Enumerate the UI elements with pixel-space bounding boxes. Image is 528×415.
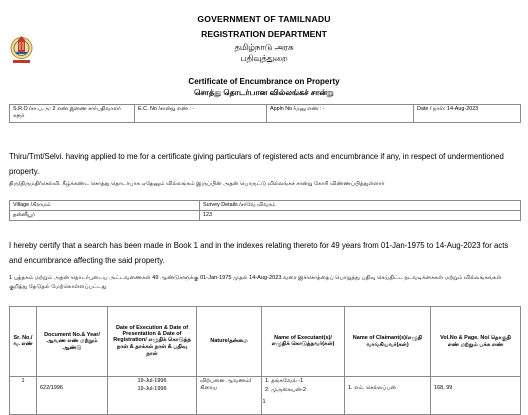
page-number: 1 — [262, 399, 266, 405]
tamil-nadu-emblem-icon — [10, 33, 33, 66]
row-document-no: 622/1996 — [37, 377, 108, 415]
ec-no-cell: E.C. No /சான்று எண் : - — [135, 105, 267, 123]
certification-paragraph-tamil: 1 புத்தகம் மற்றும் அதன் தொடர்புடைய அட்டவணைகள் 49 ஆண்டுகளுக்கு 01-Jan-1975 முதல் 14-Aug-2023 வரை இச்சொத்தைப் பொறுத்து பதிவு செய்திட்ட நடவடிக்கைகள் மற்றும் வில்லங்கங்கள் குறித்து தேடுதல் மேற்கொள்ளப்பட்டது — [9, 275, 502, 290]
village-value: தன்னீயூர் — [10, 211, 200, 221]
row-vol-page: 168, 99 — [431, 377, 521, 415]
table-header-row — [10, 307, 521, 377]
row-nature: விற்பனை ஆவணம்/ கிரைய — [197, 377, 262, 415]
header-claimants: Name of Claimant(s)/எழுதி வாங்கியவர்(கள்) — [345, 307, 431, 377]
row-execution-date: 19-Jul-1996 — [137, 378, 167, 384]
survey-label: Survey Details /சர்வே விவரம் — [200, 201, 521, 211]
table-row — [10, 377, 521, 415]
date-cell: Date / நாள்: 14-Aug-2023 — [414, 105, 521, 123]
village-table — [9, 200, 521, 221]
application-paragraph: Thiru/Tmt/Selvi. having applied to me for a certificate giving particulars of registered acts and encumbrance if any, in respect of undermentioned property. — [9, 152, 504, 176]
application-paragraph-tamil: திரு/திருமதி/செல்வி. கீழ்க்கண்ட சொத்து தொடர்பாக ஏதேனும் வில்லங்கம் இருப்பின் அதன் பொருட்டு வில்லங்கச் சான்று கோரி விண்ணப்பித்துள்ளார் — [9, 181, 385, 187]
government-title-tamil: தமிழ்நாடு அரசு — [234, 42, 294, 52]
sro-cell: S.R.O /சா.ப.அ: 2 எண் இணை சார்பதிவாளர் கரூர் — [10, 105, 135, 123]
header-dates: Date of Execution & Date of Presentation & Date of Registration/ எழுதிக் கொடுத்த நாள் & தாக்கல் நாள் & பதிவு நாள் — [108, 307, 197, 377]
header-vol-page: Vol.No & Page. No/ தொகுதி எண் மற்றும் பக்க எண் — [431, 307, 521, 377]
row-dates — [108, 377, 197, 415]
info-table — [9, 104, 521, 123]
certificate-title-tamil: சொத்து தொடர்பான வில்லங்கச் சான்று — [194, 88, 334, 97]
header-document-no: Document No.& Year/ ஆவண எண் மற்றும் ஆண்டு — [37, 307, 108, 377]
header-sr-no: Sr. No./ வ. எண் — [10, 307, 37, 377]
survey-value: 123 — [200, 211, 521, 221]
village-label: Village /கிராமம் — [10, 201, 200, 211]
government-title: GOVERNMENT OF TAMILNADU — [197, 14, 331, 24]
header-nature: Nature/தன்மை — [197, 307, 262, 377]
certificate-title: Certificate of Encumbrance on Property — [188, 77, 340, 86]
department-title-tamil: பதிவுத்துறை — [240, 53, 288, 63]
header-executants: Name of Executant(s)/ எழுதிக் கொடுத்தவர்(கள்) — [262, 307, 345, 377]
row-sr-no: 1 — [10, 377, 37, 415]
row-executant-1: 1. தங்கவேல் -1 — [265, 378, 304, 384]
row-executant-2: 2. முருகையன்-2 — [265, 387, 306, 393]
department-title: REGISTRATION DEPARTMENT — [201, 29, 327, 39]
row-presentation-date: 19-Jul-1996 — [137, 386, 167, 392]
certification-paragraph: I hereby certify that a search has been made in Book 1 and in the indexes relating thereto for 49 years from 01-Jan-1975 to 14-Aug-2023 for acts and encumbrance affecting the said property. — [9, 241, 509, 265]
appln-no-cell: Appln No /மனு எண் : - — [267, 105, 414, 123]
row-executants — [262, 377, 345, 415]
row-claimant: 1. எம். செல்லப்பன் — [345, 377, 431, 415]
